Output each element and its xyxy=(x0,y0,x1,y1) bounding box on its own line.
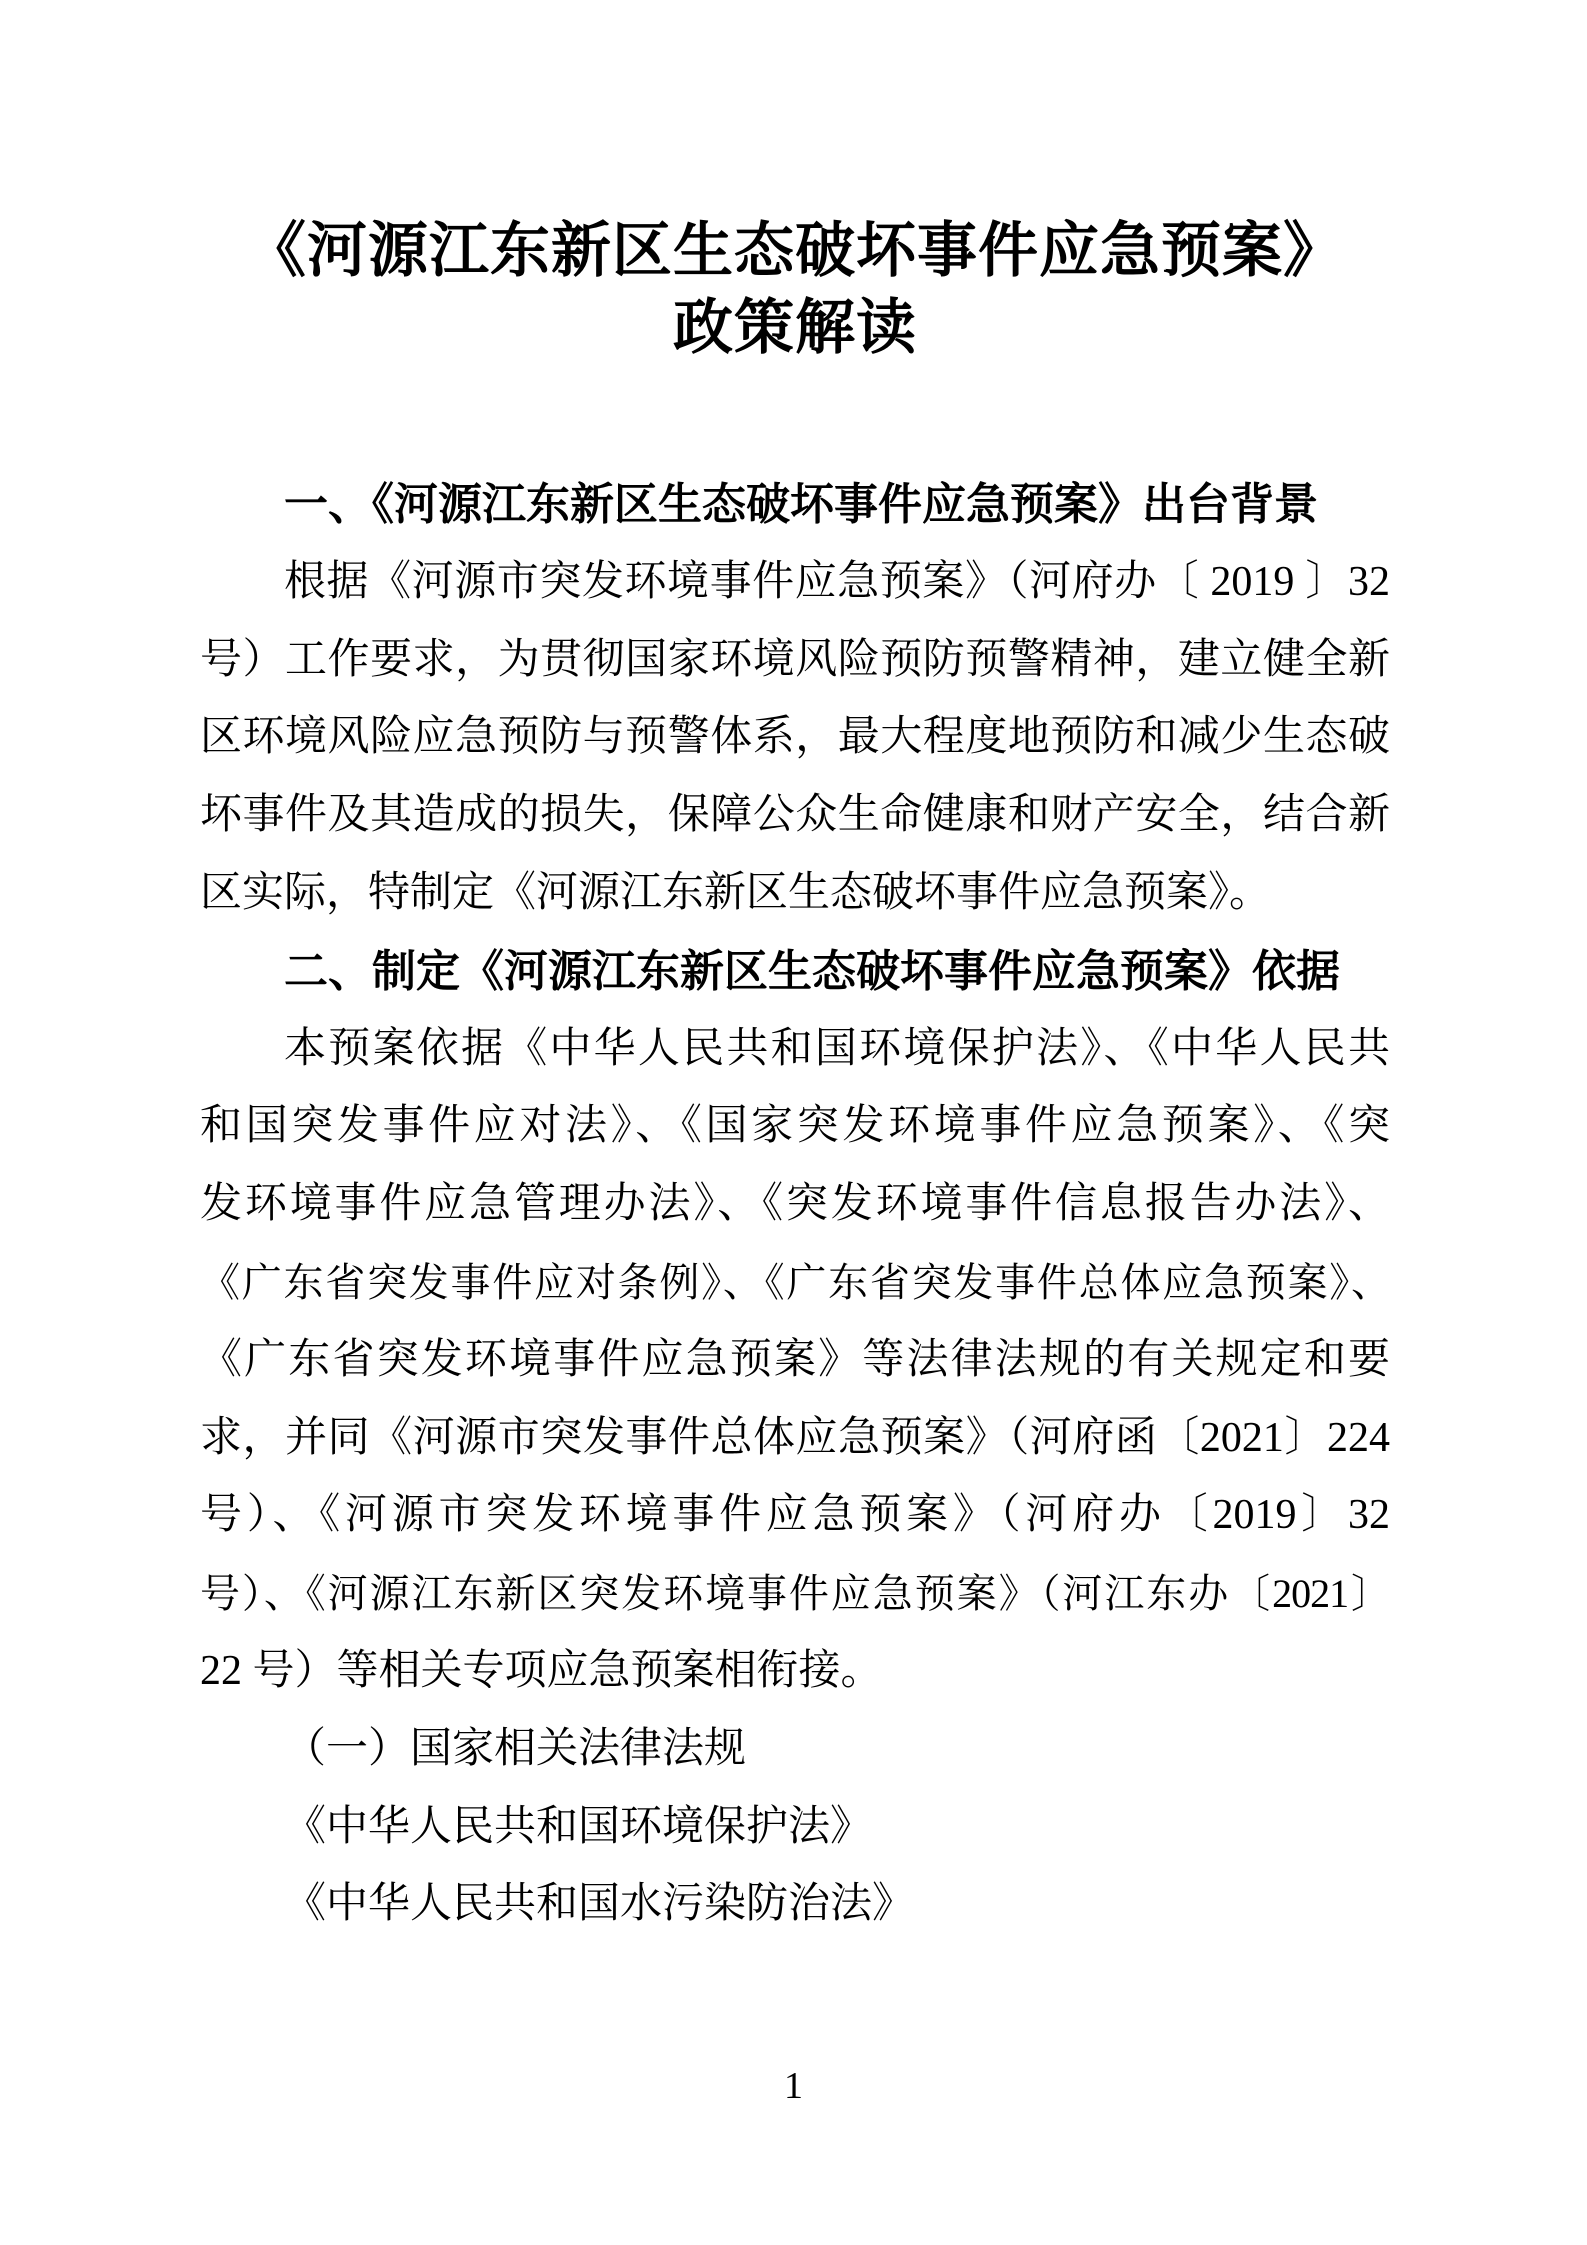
text-line: 发环境事件应急管理办法》、《突发环境事件信息报告办法》、 xyxy=(200,1181,1390,1228)
section-heading-2: 二、制定《河源江东新区生态破坏事件应急预案》依据 xyxy=(284,946,1340,996)
text-line: 根据《河源市突发环境事件应急预案》（河府办〔 2019 〕32 xyxy=(284,558,1390,605)
text-line: 区环境风险应急预防与预警体系，最大程度地预防和减少生态破 xyxy=(200,714,1390,761)
text-line: 《中华人民共和国水污染防治法》 xyxy=(284,1881,915,1928)
text-line: 坏事件及其造成的损失，保障公众生命健康和财产安全，结合新 xyxy=(200,792,1390,839)
document-title-line1: 《河源江东新区生态破坏事件应急预案》 xyxy=(246,217,1344,284)
text-line: 《广东省突发事件应对条例》、《广东省突发事件总体应急预案》、 xyxy=(200,1259,1390,1305)
text-line: 本预案依据《中华人民共和国环境保护法》、《中华人民共 xyxy=(284,1025,1390,1072)
text-line: 求，并同《河源市突发事件总体应急预案》（河府函〔2021〕224 xyxy=(200,1414,1390,1461)
text-line: 号）、《河源市突发环境事件应急预案》（河府办〔2019〕32 xyxy=(200,1492,1390,1539)
page-number: 1 xyxy=(784,2065,803,2107)
text-line: 区实际，特制定《河源江东新区生态破坏事件应急预案》。 xyxy=(200,869,1272,916)
document-title-line2: 政策解读 xyxy=(673,294,917,361)
document-body xyxy=(200,466,1390,1944)
subsection-heading: （一）国家相关法律法规 xyxy=(284,1725,747,1772)
text-line: 22 号）等相关专项应急预案相衔接。 xyxy=(200,1647,883,1694)
document-title xyxy=(200,212,1390,366)
text-line: 号）工作要求，为贯彻国家环境风险预防预警精神，建立健全新 xyxy=(200,636,1390,683)
text-line: 和国突发事件应对法》、《国家突发环境事件应急预案》、《突 xyxy=(200,1103,1390,1150)
text-line: 号）、《河源江东新区突发环境事件应急预案》（河江东办〔2021〕 xyxy=(200,1571,1390,1617)
text-line: 《广东省突发环境事件应急预案》等法律法规的有关规定和要 xyxy=(200,1336,1390,1383)
section-heading-1: 一、《河源江东新区生态破坏事件应急预案》出台背景 xyxy=(284,480,1318,529)
text-line: 《中华人民共和国环境保护法》 xyxy=(284,1803,873,1850)
